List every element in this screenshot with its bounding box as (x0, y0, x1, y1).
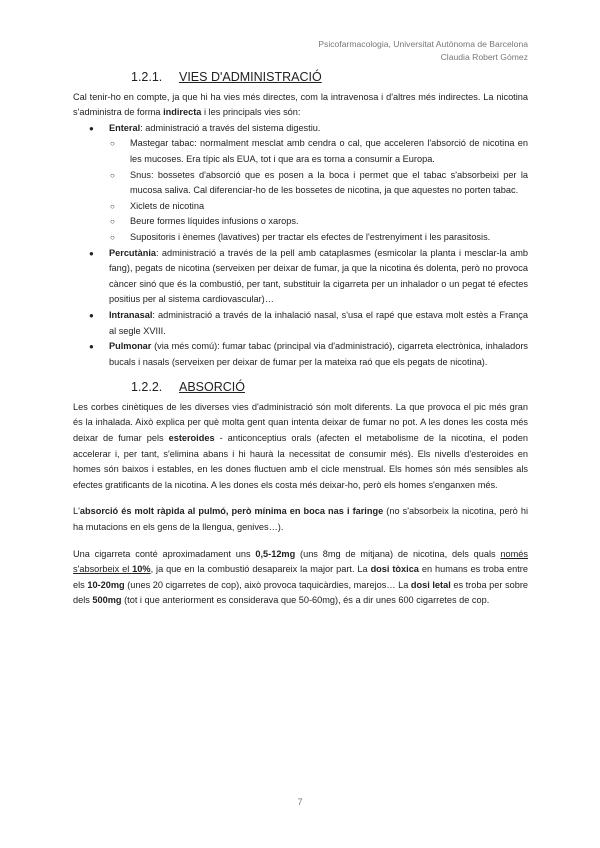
list-item-enteral: ● Enteral: administració a través del sistema digestiu. ○ Mastegar tabac: normalment mesclat amb cendra o cal, que acceleren l'absorció de nicotina en les mucoses. Era típic als EUA, tot i que ara es torna a consumir a Europa. ○ Snus: bossetes d'absorció que es posen a la boca i permet que el tabac s'absorbeixi per la mucosa saliva. Cal diferenciar-ho de les bossetes de nicotina, ja que aquestes no porten tabac. ○ Xiclets de nicotina ○ Beure formes líquides infusions o xarops. ○ Supositoris i ènemes (lavatives) per tractar els efectes de l'estrenyiment i les parasitosis. (73, 121, 528, 246)
page-content (73, 70, 528, 609)
section-heading-absorption (131, 380, 528, 396)
circle-bullet-icon: ○ (110, 217, 115, 227)
list-item-percutania: ● Percutània: administració a través de la pell amb cataplasmes (esmicolar la planta i mesclar-la amb fang), pegats de nicotina (serveixen per deixar de fumar, ja que la nicotina és dolenta, però no provoca càncer sinó que és la combustió, per tant, substituir la cigarreta per un inhalador o un pegat té efectes positius per al sistema cardiovascular)… (89, 247, 528, 305)
section-heading-administration (131, 70, 528, 86)
circle-bullet-icon: ○ (110, 232, 115, 242)
circle-bullet-icon: ○ (110, 170, 115, 180)
header-university: Psicofarmacologia, Universitat Autònoma de Barcelona (318, 39, 528, 49)
section-title: VIES D'ADMINISTRACIÓ (179, 70, 322, 84)
circle-bullet-icon: ○ (110, 139, 115, 149)
list-item-intranasal: ● Intranasal: administració a través de la inhalació nasal, s'usa el rapé que estava molt estès a França al segle XVIII. (89, 309, 528, 336)
circle-bullet-icon: ○ (110, 201, 115, 211)
enteral-sublist (109, 136, 528, 245)
section-number: 1.2.1. (131, 70, 163, 84)
bullet-icon: ● (89, 123, 94, 133)
administration-intro: Cal tenir-ho en compte, ja que hi ha vies més directes, com la intravenosa i d'altres més indirectes. La nicotina s'administra de forma indirecta i les principals vies són: (73, 91, 528, 118)
bullet-icon: ● (89, 310, 94, 320)
list-item: ○ Xiclets de nicotina (109, 199, 528, 215)
bullet-icon: ● (89, 342, 94, 352)
list-item: ○ Mastegar tabac: normalment mesclat amb cendra o cal, que acceleren l'absorció de nicotina en les mucoses. Era típic als EUA, tot i que ara es torna a consumir a Europa. (110, 138, 528, 164)
header-author: Claudia Robert Gómez (440, 52, 528, 62)
list-item: ○ Snus: bossetes d'absorció que es posen a la boca i permet que el tabac s'absorbeixi per la mucosa saliva. Cal diferenciar-ho de les bossetes de nicotina, ja que aquestes no porten tabac. (110, 169, 528, 196)
absorption-paragraph-3: Una cigarreta conté aproximadament uns 0,5-12mg (uns 8mg de mitjana) de nicotina, dels quals només s'absorbeix el 10%, ja que en la combustió desapareix la major part. La dosi tòxica en humans es troba entre els 10-20mg (unes 20 cigarretes de cop), això provoca taquicàrdies, marejos… La dosi letal es troba per sobre dels 500mg (tot i que anteriorment es considerava que 50-60mg), és a dir unes 600 cigarretes de cop. (73, 548, 528, 606)
administration-routes-list (73, 121, 528, 371)
section-number: 1.2.2. (131, 380, 163, 395)
list-item-pulmonar: ● Pulmonar (via més comú): fumar tabac (principal via d'administració), cigarreta electrònica, inhaladors bucals i nasals (serveixen per deixar de fumar per la mateixa raó que els pegats de nicotina). (89, 341, 528, 367)
list-item: ○ Supositoris i ènemes (lavatives) per tractar els efectes de l'estrenyiment i les parasitosis. (109, 230, 528, 246)
page-number: 7 (297, 797, 303, 807)
absorption-paragraph-1: Les corbes cinètiques de les diverses vies d'administració són molt diferents. La que provoca el pic més gran és la inhalada. Això explica per què molta gent quan intenta deixar de fumar no pot. A les dones les costa més deixar de fumar pels esteroides - anticonceptius orals (afecten el metabolisme de la nicotina, el poden accelerar i, per tant, s'elimina abans i hi haurà la necessitat de consumir més). Els nivells d'esteroides en homes són baixos i estables, en les dones fluctuen amb el cicle menstrual. Els homes són més sensibles als efectes gratificants de la nicotina. A les dones els costa més deixar-ho, però els homes s'enganxen més. (73, 401, 528, 490)
section-title: ABSORCIÓ (179, 380, 245, 395)
page-header (318, 38, 528, 64)
bullet-icon: ● (89, 248, 94, 258)
absorption-paragraph-2: L'absorció és molt ràpida al pulmó, però mínima en boca nas i faringe (no s'absorbeix la nicotina, però hi ha mutacions en els gens de la llengua, genives…). (73, 506, 528, 533)
list-item: ○ Beure formes líquides infusions o xarops. (109, 214, 528, 230)
